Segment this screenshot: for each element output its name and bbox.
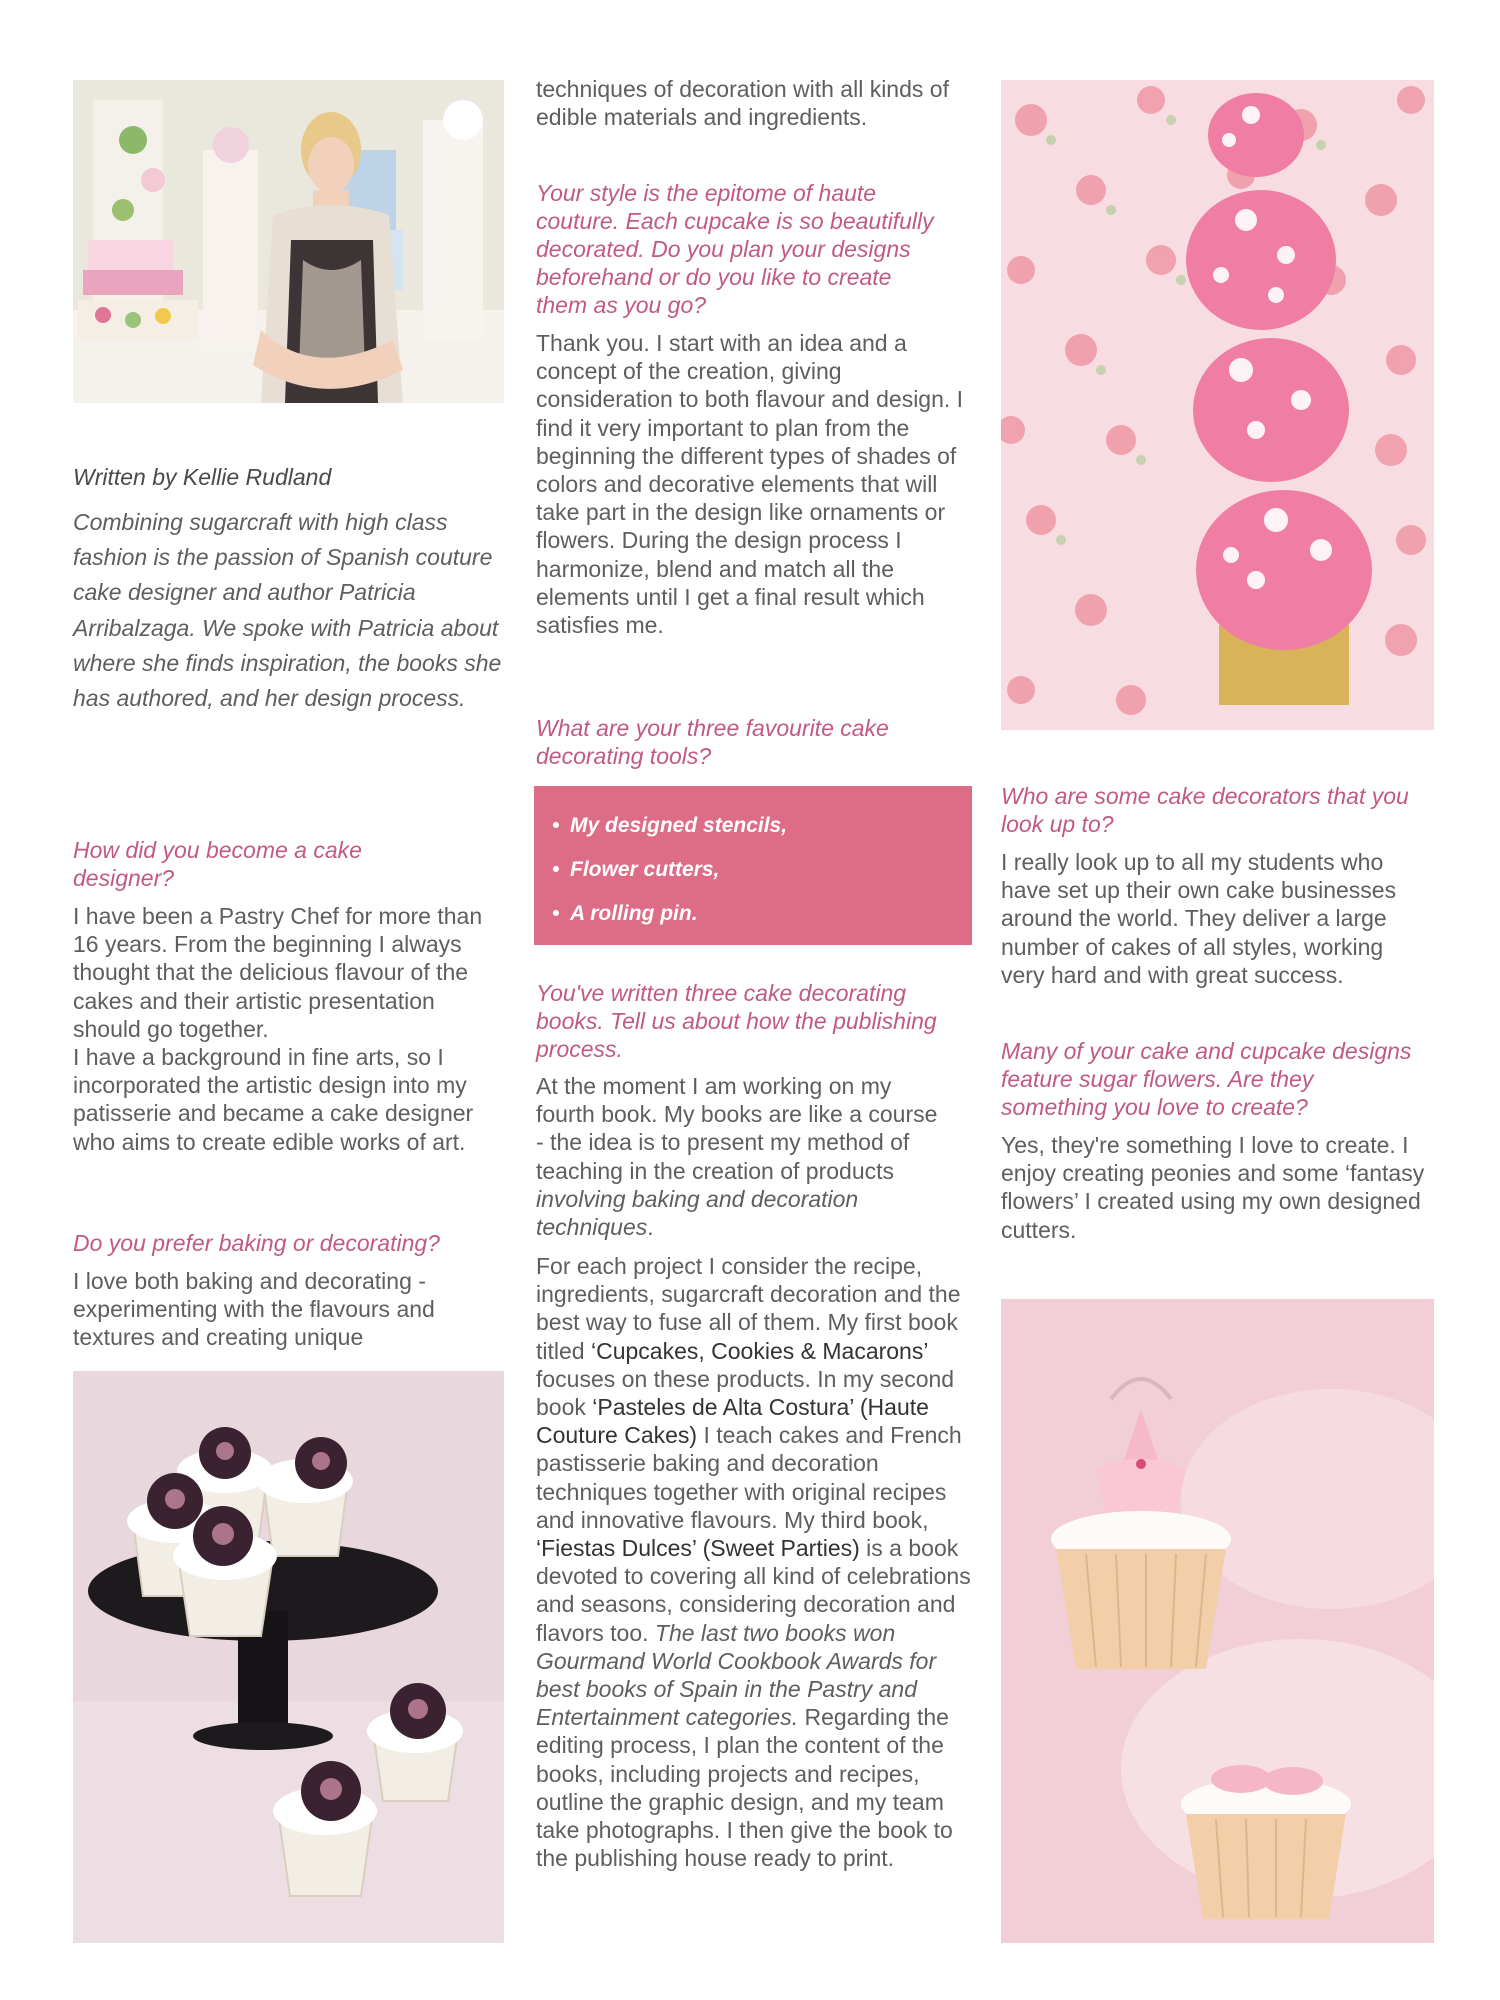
answer-end: . <box>647 1214 654 1241</box>
answer-italic: involving baking and decoration techniques <box>536 1185 859 1241</box>
question-publishing: You've written three cake decorating books. Tell us about how the publishing process. <box>536 980 937 1062</box>
bullet-icon: • <box>552 902 560 925</box>
answer-text: For each project I consider the recipe, ingredients, sugarcraft decoration and the best way to fuse all of them. My first book titled <box>536 1253 961 1364</box>
byline: Written by Kellie Rudland <box>73 464 332 490</box>
answer-text: I teach cakes and French pastisserie baking and decoration techniques together with original recipes and innovative flavours. My third book, <box>536 1422 962 1533</box>
continued-answer: techniques of decoration with all kinds of edible materials and ingredients. <box>536 76 949 131</box>
book-title-3: ‘Fiestas Dulces’ (Sweet Parties) <box>536 1535 860 1562</box>
question-decorators: Who are some cake decorators that you look up to? <box>1001 783 1409 837</box>
answer-text: is a book devoted to covering all kind of celebrations and seasons, considering decoration and flavors too. <box>536 1535 971 1646</box>
answer-text: Regarding the editing process, I plan the content of the books, including projects and recipes, outline the graphic design, and my team take photographs. I then give the book to the publishing house ready to print. <box>536 1704 953 1872</box>
bullet-icon: • <box>552 814 560 837</box>
awards-note: The last two books won Gourmand World Cookbook Awards for best books of Spain in the Pastry and Entertainment categories. <box>536 1619 937 1731</box>
question-become-designer: How did you become a cake designer? <box>73 837 362 891</box>
tool-item <box>552 848 972 892</box>
portrait-photo <box>73 80 504 403</box>
tool-label: A rolling pin. <box>570 902 698 925</box>
ballet-cupcakes-photo <box>1001 1299 1434 1943</box>
answer-sugar-flowers: Yes, they're something I love to create. I enjoy creating peonies and some ‘fantasy flowers’ I created using my own designed cutters. <box>1001 1132 1425 1243</box>
answer-publishing-books <box>536 1252 972 1872</box>
question-design-planning: Your style is the epitome of haute couture. Each cupcake is so beautifully decorated. Do you plan your designs beforehand or do you like to create them as you go? <box>536 180 934 318</box>
tool-label: My designed stencils, <box>570 814 788 837</box>
book-title-2: ‘Pasteles de Alta Costura’ (Haute Couture Cakes) <box>536 1394 929 1449</box>
bullet-icon: • <box>552 858 560 881</box>
tool-item <box>552 892 972 936</box>
answer-baking-or-decorating: I love both baking and decorating - experimenting with the flavours and textures and creating unique <box>73 1268 435 1351</box>
tool-item <box>552 804 972 848</box>
tool-label: Flower cutters, <box>570 858 720 881</box>
question-baking-or-decorating: Do you prefer baking or decorating? <box>73 1230 440 1256</box>
question-sugar-flowers: Many of your cake and cupcake designs feature sugar flowers. Are they something you love to create? <box>1001 1038 1412 1120</box>
pink-cupcakes-photo <box>1001 80 1434 730</box>
black-rose-cupcakes-photo <box>73 1371 504 1943</box>
answer-publishing-intro <box>536 1072 946 1241</box>
answer-text: At the moment I am working on my fourth book. My books are like a course - the idea is to present my method of teaching in the creation of products <box>536 1073 938 1184</box>
answer-paragraph: I have been a Pastry Chef for more than 16 years. From the beginning I always thought that the delicious flavour of the cakes and their artistic presentation should go together. <box>73 903 483 1042</box>
intro-paragraph: Combining sugarcraft with high class fashion is the passion of Spanish couture cake designer and author Patricia Arribalzaga. We spoke with Patricia about where she finds inspiration, the books she has authored, and her design process. <box>73 509 502 712</box>
question-favourite-tools: What are your three favourite cake decorating tools? <box>536 715 889 769</box>
tools-list <box>534 786 972 936</box>
tools-list-box <box>534 786 972 945</box>
answer-paragraph: I have a background in fine arts, so I incorporated the artistic design into my patisserie and became a cake designer who aims to create edible works of art. <box>73 1044 474 1155</box>
book-title-1: ‘Cupcakes, Cookies & Macarons’ <box>590 1337 928 1364</box>
answer-text: focuses on these products. In my second book <box>536 1365 955 1421</box>
answer-design-planning: Thank you. I start with an idea and a concept of the creation, giving consideration to both flavour and design. I find it very important to plan from the beginning the different types of shades of colors and decorative elements that will take part in the design like ornaments or flowers. During the design process I harmonize, blend and match all the elements until I get a final result which satisfies me. <box>536 330 964 639</box>
answer-become-designer <box>73 902 488 1156</box>
answer-decorators: I really look up to all my students who have set up their own cake businesses around the world. They deliver a large number of cakes of all styles, working very hard and with great success. <box>1001 849 1397 988</box>
